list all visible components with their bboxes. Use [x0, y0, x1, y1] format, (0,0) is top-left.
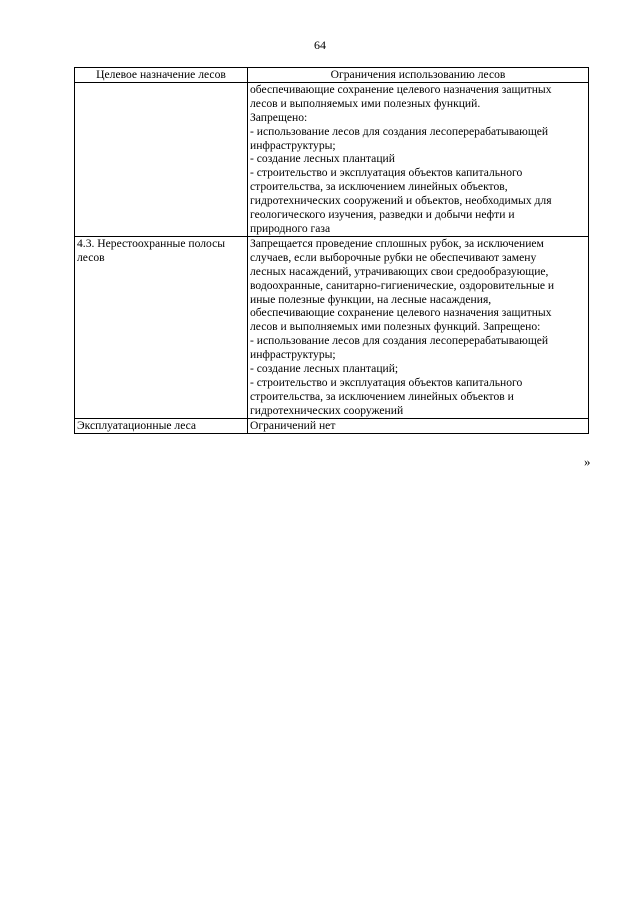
cell-text-line: - использование лесов для создания лесоперерабатывающей — [250, 334, 549, 348]
cell-restrictions — [248, 418, 589, 433]
cell-text-line: строительства, за исключением линейных объектов и — [250, 389, 514, 403]
cell-purpose — [75, 418, 248, 433]
cell-text-line: лесов и выполняемых ими полезных функций. Запрещено: — [250, 320, 541, 334]
cell-text-line: иные полезные функции, на лесные насаждения, — [250, 292, 492, 306]
header-restrictions: Ограничения использованию лесов — [248, 68, 589, 83]
cell-text-line: инфраструктуры; — [250, 348, 336, 362]
cell-text-line: геологического изучения, разведки и добычи нефти и — [250, 208, 515, 222]
closing-quote-mark: » — [584, 454, 591, 469]
cell-text-line: - создание лесных плантаций — [250, 152, 395, 166]
cell-restrictions — [248, 236, 589, 418]
table-row — [75, 82, 589, 236]
cell-text-line: 4.3. Нерестоохранные полосы — [77, 236, 226, 250]
cell-text-line: - создание лесных плантаций; — [250, 362, 399, 376]
table-body — [75, 82, 589, 433]
cell-text-line: лесных насаждений, утрачивающих свои средообразующие, — [250, 264, 549, 278]
cell-text-line: строительства, за исключением линейных объектов, — [250, 180, 508, 194]
table-row — [75, 236, 589, 418]
cell-text-line: Запрещено: — [250, 110, 308, 124]
cell-text-line: лесов — [77, 250, 105, 264]
cell-text-line: гидротехнических сооружений — [250, 403, 404, 417]
cell-purpose — [75, 82, 248, 236]
cell-purpose — [75, 236, 248, 418]
cell-restrictions — [248, 82, 589, 236]
cell-text-line: случаев, если выборочные рубки не обеспечивают замену — [250, 250, 537, 264]
cell-text-line: гидротехнических сооружений и объектов, необходимых для — [250, 194, 552, 208]
cell-text-line: - строительство и эксплуатация объектов капитального — [250, 375, 523, 389]
cell-text-line: - строительство и эксплуатация объектов капитального — [250, 166, 523, 180]
cell-text-line: Эксплуатационные леса — [77, 418, 197, 432]
table-row — [75, 418, 589, 433]
cell-text-line: природного газа — [250, 221, 331, 235]
forest-restrictions-table — [74, 67, 589, 434]
cell-text-line: - использование лесов для создания лесоперерабатывающей — [250, 124, 549, 138]
cell-text-line: Ограничений нет — [250, 418, 336, 432]
cell-text-line: обеспечивающие сохранение целевого назначения защитных — [250, 306, 552, 320]
cell-text-line: Запрещается проведение сплошных рубок, за исключением — [250, 236, 544, 250]
cell-text-line: лесов и выполняемых ими полезных функций. — [250, 96, 481, 110]
header-purpose: Целевое назначение лесов — [75, 68, 248, 83]
cell-text-line: инфраструктуры; — [250, 138, 336, 152]
cell-text-line: обеспечивающие сохранение целевого назначения защитных — [250, 82, 552, 96]
page-number: 64 — [314, 38, 326, 52]
cell-text-line: водоохранные, санитарно-гигиенические, оздоровительные и — [250, 278, 555, 292]
table-header-row — [75, 68, 589, 83]
